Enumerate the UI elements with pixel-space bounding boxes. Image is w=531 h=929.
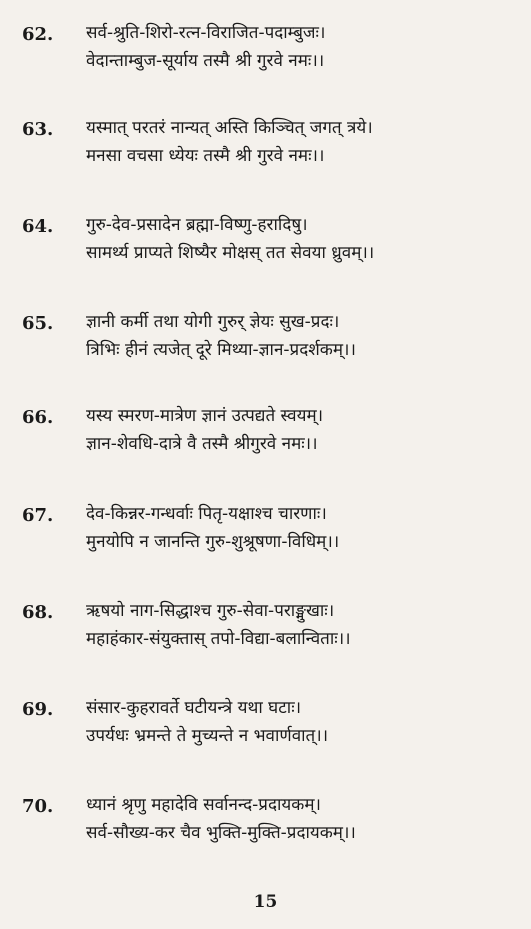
verse-number: 63.: [22, 119, 54, 140]
verse-number: 67.: [22, 505, 54, 526]
verse-line-2: त्रिभिः हीनं त्यजेत् दूरे मिथ्या-ज्ञान-प्रदर्शकम्।।: [86, 340, 356, 360]
verse-line-1: सर्व-श्रुति-शिरो-रत्न-विराजित-पदाम्बुजः।: [86, 23, 326, 43]
verse-line-1: ध्यानं श्रृणु महादेवि सर्वानन्द-प्रदायकम्।: [86, 795, 321, 815]
verse-line-2: महाहंकार-संयुक्तास् तपो-विद्या-बलान्विताः।।: [86, 629, 351, 649]
verse-line-1: यस्य स्मरण-मात्रेण ज्ञानं उत्पद्यते स्वयम्।: [86, 406, 324, 426]
verse-number: 66.: [22, 407, 54, 428]
verse-number: 62.: [22, 24, 54, 45]
verse-line-1: ऋषयो नाग-सिद्धाश्च गुरु-सेवा-पराङ्मुखाः।: [86, 601, 335, 621]
verse-number: 69.: [22, 699, 54, 720]
verse-line-1: ज्ञानी कर्मी तथा योगी गुरुर् ज्ञेयः सुख-प्रदः।: [86, 312, 340, 332]
verse-line-2: वेदान्ताम्बुज-सूर्याय तस्मै श्री गुरवे नमः।।: [86, 51, 325, 71]
verse-number: 70.: [22, 796, 54, 817]
verse-line-2: मुनयोपि न जानन्ति गुरु-शुश्रूषणा-विधिम्।।: [86, 532, 340, 552]
verse-line-2: सर्व-सौख्य-कर चैव भुक्ति-मुक्ति-प्रदायकम्।।: [86, 823, 356, 843]
verse-line-1: यस्मात् परतरं नान्यत् अस्ति किञ्चित् जगत् त्रये।: [86, 118, 373, 138]
verse-number: 68.: [22, 602, 54, 623]
verse-line-2: मनसा वचसा ध्येयः तस्मै श्री गुरवे नमः।।: [86, 146, 325, 166]
verse-line-1: संसार-कुहरावर्ते घटीयन्त्रे यथा घटाः।: [86, 698, 302, 718]
verse-line-1: गुरु-देव-प्रसादेन ब्रह्मा-विष्णु-हरादिषु।: [86, 215, 308, 235]
verse-line-2: ज्ञान-शेवधि-दात्रे वै तस्मै श्रीगुरवे नमः।।: [86, 434, 318, 454]
verse-number: 64.: [22, 216, 54, 237]
verse-line-2: सामर्थ्य प्राप्यते शिष्यैर मोक्षस् तत सेवया ध्रुवम्।।: [86, 243, 375, 263]
verse-line-1: देव-किन्नर-गन्धर्वाः पितृ-यक्षाश्च चारणाः।: [86, 504, 327, 524]
page-number: 15: [253, 892, 278, 912]
verse-line-2: उपर्यधः भ्रमन्ते ते मुच्यन्ते न भवार्णवात्।।: [86, 726, 329, 746]
verse-number: 65.: [22, 313, 54, 334]
